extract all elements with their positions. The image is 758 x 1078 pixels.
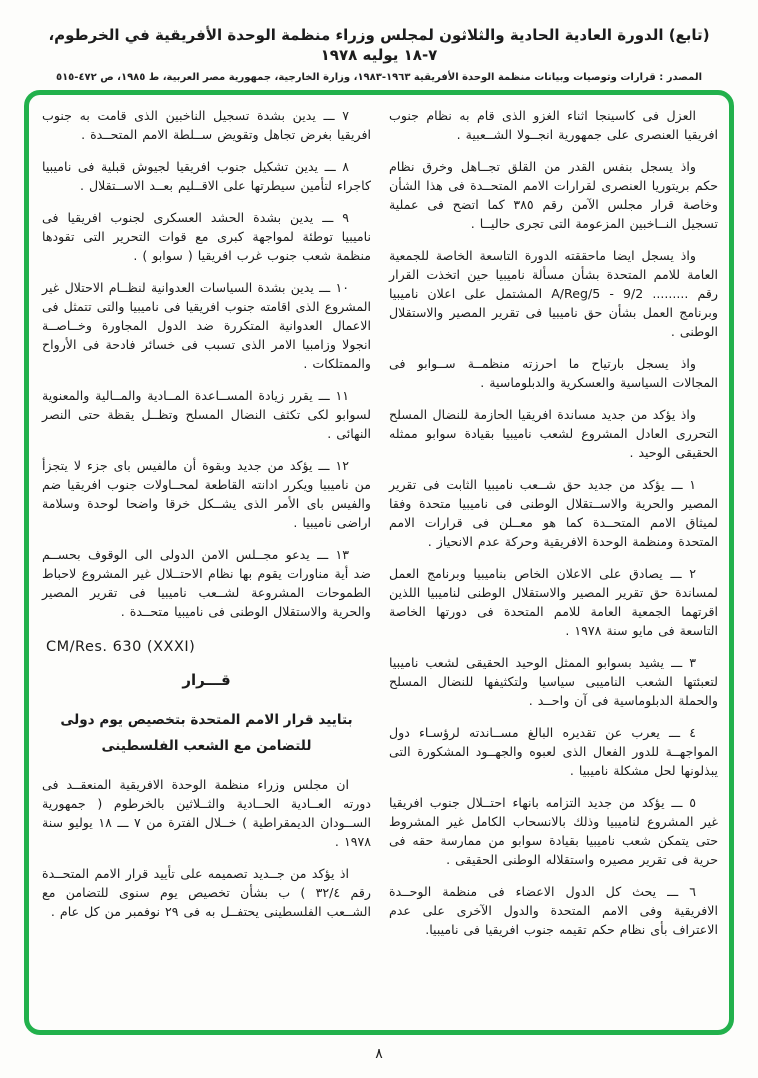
resolution-item-9: ٩ ـــ يدين بشدة الحشد العسكرى لجنوب افريقيا فى ناميبيا توطئة لمواجهة كبرى مع قوات التحرير التى تقودها منظمة شعب جنوب غرب افريقيا ( سوابو ) . [42,210,371,263]
resolution-item-6: ٦ ـــ يحث كل الدول الاعضاء فى منظمة الوحــدة الافريقية وفى الامم المتحدة والدول الآخرى على عدم الاعتراف بأى نظام حكم تقيمه جنوب افريقيا فى ناميبيا. [389,884,718,937]
decree-title [42,707,371,759]
preamble-paragraph: واذ يؤكد من جديد مساندة افريقيا الحازمة للنضال المسلح التحررى العادل المشروع لشعب ناميبيا بقيادة سوابو ممثله الحقيقى الوحيد . [389,407,718,460]
header-session-title: (تابع) الدورة العادية الحادية والثلاثون لمجلس وزراء منظمة الوحدة الأفريقية في الخرطوم، ٧-١٨ يوليه ١٩٧٨ [48,26,710,64]
right-column [389,106,718,952]
preamble-paragraph: واذ يسجل ايضا ماحققته الدورة التاسعة الخاصة للجمعية العامة للامم المتحدة بشأن مسألة ناميبيا حين اتخذت القرار رقم ......... A/Reg/5 - 9/2 المشتمل على اعلان ناميبيا وبرنامج العمل بشأن حق ناميبيا فى تقرير المصير والاستقلال الوطنى . [389,248,718,339]
decree-preamble-paragraph: ان مجلس وزراء منظمة الوحدة الافريقية المنعقــد فى دورته العــادية الحــادية والثــلاثين بالخرطوم ( جمهورية الســودان الديمقراطية ) خــلال الفترة من ٧ ـــ ١٨ يوليو سنة ١٩٧٨ . [42,777,372,849]
resolution-item-4: ٤ ـــ يعرب عن تقديره البالغ مســاندته لرؤسـاء دول المواجهــة للدور الفعال الذى لعبوه والجهــود المشكورة التى يبذلونها لحل مشكلة ناميبيا . [389,725,718,778]
text-columns [42,106,718,952]
preamble-paragraph: واذ يسجل بارتياح ما احرزته منظمــة ســوابو فى المجالات السياسية والعسكرية والدبلوماسية . [389,356,718,390]
resolution-item-2: ٢ ـــ يصادق على الاعلان الخاص بناميبيا وبرنامج العمل لمساندة حق تقرير المصير والاستقلال الوطنى لناميبيا اللذين اقرتهما الجمعية العامة للامم المتحدة فى دورتها الخاصة التاسعة فى مايو سنة ١٩٧٨ . [389,566,718,638]
decree-title-line2: للتضامن مع الشعب الفلسطينى [101,738,312,754]
left-column [42,106,371,952]
resolution-item-5: ٥ ـــ يؤكد من جديد التزامه بانهاء احتــلال جنوب افريقيا غير المشروع لناميبيا وذلك بالانسحاب الكامل غير المشروط حتى يتمكن شعب ناميبيا بقيادة سوابو من ممارسة حقه فى حرية فى تقرير مصيره واستقلاله الوطنى الحقيقى . [389,795,718,867]
resolution-item-13: ١٣ ـــ يدعو مجــلس الامن الدولى الى الوقوف بحســم ضد أية مناورات يقوم بها نظام الاحتــلال غير المشروع لاحباط الطموحات المشروعة لشــعب ناميبيا فى تقرير المصير والحرية والاستقلال الوطنى فى ناميبيا متحــدة . [42,547,371,619]
resolution-item-7: ٧ ـــ يدين بشدة تسجيل الناخبين الذى قامت به جنوب افريقيا بغرض تجاهل وتقويض ســلطة الامم المتحــدة . [42,108,371,142]
page-number: ٨ [375,1046,383,1062]
resolution-item-1: ١ ـــ يؤكد من جديد حق شــعب ناميبيا الثابت فى تقرير المصير والحرية والاســتقلال الوطنى فى ناميبيا متحدة وفقا لميثاق الامم المتحــدة كما هو معــلن فى قرارات الامم المتحدة ومنظمة الوحدة الافريقية وحركة عدم الانحياز . [389,477,718,549]
resolution-item-11: ١١ ـــ يقرر زيادة المســاعدة المــادية والمــالية والمعنوية لسوابو لكى تكثف النضال المسلح وتظــل يقظة حتى النصر النهائى . [42,388,371,441]
preamble-paragraph: واذ يسجل بنفس القدر من القلق تجــاهل وخرق نظام حكم بريتوريا العنصرى لقرارات الامم المتحــدة فى هذا الشأن وخاصة قرار مجلس الآمن رقم ٣٨٥ كما اتضح فى عملية تسجيل النــاخبين المزعومة التى تجرى حاليــا . [389,159,718,231]
resolution-item-12: ١٢ ـــ يؤكد من جديد وبقوة أن مالفيس باى جزء لا يتجزأ من ناميبيا ويكرر ادانته القاطعة لمحــاولات جنوب افريقيا ضم والفيس باى الأمر الذى يشــكل خرقا واضحا لوحدة وسلامة اراضى ناميبيا . [42,458,371,530]
resolution-code: CM/Res. 630 (XXXI) [46,639,196,655]
header-source-line: المصدر : قرارات وتوصيات وبيانات منظمة الوحدة الأفريقية ١٩٦٣-١٩٨٣، وزارة الخارجية، جمهورية مصر العربية، ط ١٩٨٥، ص ٤٧٢-٥١٥ [55,72,703,83]
decree-heading: قـــرار [182,671,231,689]
resolution-item-3: ٣ ـــ يشيد بسوابو الممثل الوحيد الحقيقى لشعب ناميبيا لتعبئتها الشعب الناميبى سياسيا ولتكثيفها للنضال المسلح والحملة الدبلوماسية فى آن واحــد . [389,655,718,708]
page-header [30,26,728,83]
resolution-item-8: ٨ ـــ يدين تشكيل جنوب افريقيا لجيوش قبلية فى ناميبيا كاجراء لتأمين سيطرتها على الاقــليم بعــد الاســتقلال . [42,159,371,193]
preamble-paragraph: العزل فى كاسينجا اثناء الغزو الذى قام به نظام جنوب افريقيا العنصرى على جمهورية انجــولا الشــعبية . [389,108,718,142]
decree-title-line1: بتاييد قرار الامم المتحدة بتخصيص يوم دولى [60,712,353,728]
decree-preamble-paragraph: اذ يؤكد من جــديد تصميمه على تأييد قرار الامم المتحــدة رقم ٣٢/٤ ) ب بشأن تخصيص يوم سنوى للتضامن مع الشــعب الفلسطينى يحتفــل به فى ٢٩ نوفمبر من كل عام . [42,866,371,919]
resolution-item-10: ١٠ ـــ يدين بشدة السياسات العدوانية لنظــام الاحتلال غير المشروع الذى اقامته جنوب افريقيا فى ناميبيا والتى تتمثل فى الاعمال العدوانية المتكررة ضد الدول المجاورة وخــاصــة انجولا وزامبيا الامر الذى تسبب فى خسائر فادحة فى الأرواح والممتلكات . [42,280,371,371]
